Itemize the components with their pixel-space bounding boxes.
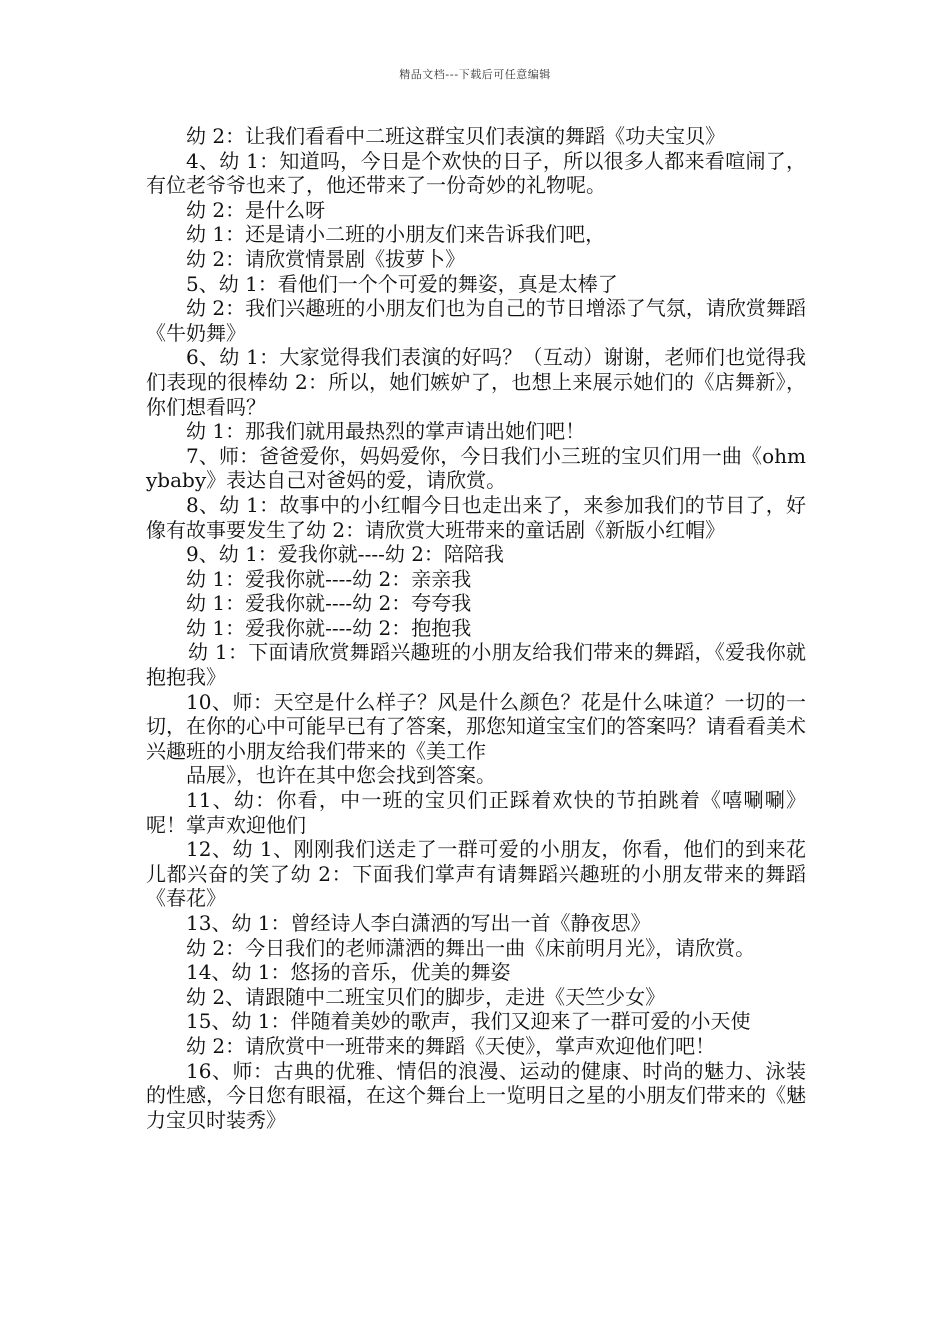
paragraph: 14、幼 1：悠扬的音乐，优美的舞姿: [186, 960, 511, 985]
paragraph: 幼 2：是什么呀: [186, 197, 326, 222]
paragraph: 品展》，也许在其中您会找到答案。: [186, 763, 496, 788]
paragraph: 幼 1：爱我你就----幼 2：亲亲我: [186, 566, 472, 591]
paragraph: 15、幼 1：伴随着美妙的歌声，我们又迎来了一群可爱的小天使: [186, 1009, 751, 1034]
document-body: [146, 124, 806, 1132]
paragraph: 11、幼：你看，中一班的宝贝们正踩着欢快的节拍跳着《嘻唰唰》呢！掌声欢迎他们: [146, 788, 806, 837]
paragraph: 16、师：古典的优雅、情侣的浪漫、运动的健康、时尚的魅力、泳装的性感，今日您有眼福，在这个舞台上一览明日之星的小朋友们带来的《魅力宝贝时装秀》: [146, 1058, 806, 1132]
paragraph: 12、幼 1、刚刚我们送走了一群可爱的小朋友，你看，他们的到来花儿都兴奋的笑了幼 2：下面我们掌声有请舞蹈兴趣班的小朋友带来的舞蹈《春花》: [146, 837, 806, 911]
paragraph: 6、幼 1：大家觉得我们表演的好吗？（互动）谢谢，老师们也觉得我们表现的很棒幼 2：所以，她们嫉妒了，也想上来展示她们的《店舞新》，你们想看吗？: [146, 345, 806, 419]
paragraph: 10、师：天空是什么样子？风是什么颜色？花是什么味道？一切的一切，在你的心中可能早已有了答案，那您知道宝宝们的答案吗？请看看美术兴趣班的小朋友给我们带来的《美工作: [146, 689, 806, 763]
paragraph: 幼 1：还是请小二班的小朋友们来告诉我们吧，: [186, 222, 606, 247]
paragraph: 13、幼 1：曾经诗人李白潇洒的写出一首《静夜思》: [186, 911, 651, 935]
paragraph: 幼 2：我们兴趣班的小朋友们也为自己的节日增添了气氛，请欣赏舞蹈《牛奶舞》: [146, 296, 806, 345]
paragraph: 幼 1：爱我你就----幼 2：夸夸我: [186, 591, 472, 616]
paragraph: 幼 2：请欣赏中一班带来的舞蹈《天使》，掌声欢迎他们吧！: [186, 1033, 716, 1058]
paragraph: 幼 2：请欣赏情景剧《拔萝卜》: [186, 246, 466, 271]
paragraph: 幼 2：让我们看看中二班这群宝贝们表演的舞蹈《功夫宝贝》: [186, 124, 726, 148]
paragraph: 7、师：爸爸爱你，妈妈爱你，今日我们小三班的宝贝们用一曲《ohmybaby》表达自己对爸妈的爱，请欣赏。: [146, 443, 806, 493]
paragraph: 幼 1：爱我你就----幼 2：抱抱我: [186, 615, 472, 640]
paragraph: 幼 1：下面请欣赏舞蹈兴趣班的小朋友给我们带来的舞蹈，《爱我你就抱抱我》: [146, 640, 806, 690]
paragraph: 幼 1：那我们就用最热烈的掌声请出她们吧！: [186, 419, 586, 444]
paragraph: 5、幼 1：看他们一个个可爱的舞姿，真是太棒了: [186, 271, 618, 296]
paragraph: 8、幼 1：故事中的小红帽今日也走出来了，来参加我们的节目了，好像有故事要发生了幼 2：请欣赏大班带来的童话剧《新版小红帽》: [146, 492, 806, 542]
paragraph: 4、幼 1：知道吗，今日是个欢快的日子，所以很多人都来看喧闹了，有位老爷爷也来了，他还带来了一份奇妙的礼物呢。: [146, 148, 806, 198]
paragraph: 9、幼 1：爱我你就----幼 2：陪陪我: [186, 542, 504, 567]
paragraph: 幼 2、请跟随中二班宝贝们的脚步，走进《天竺少女》: [186, 984, 666, 1009]
paragraph: 幼 2：今日我们的老师潇洒的舞出一曲《床前明月光》，请欣赏。: [186, 935, 756, 960]
page-header: 精品文档---下载后可任意编辑: [399, 68, 551, 81]
